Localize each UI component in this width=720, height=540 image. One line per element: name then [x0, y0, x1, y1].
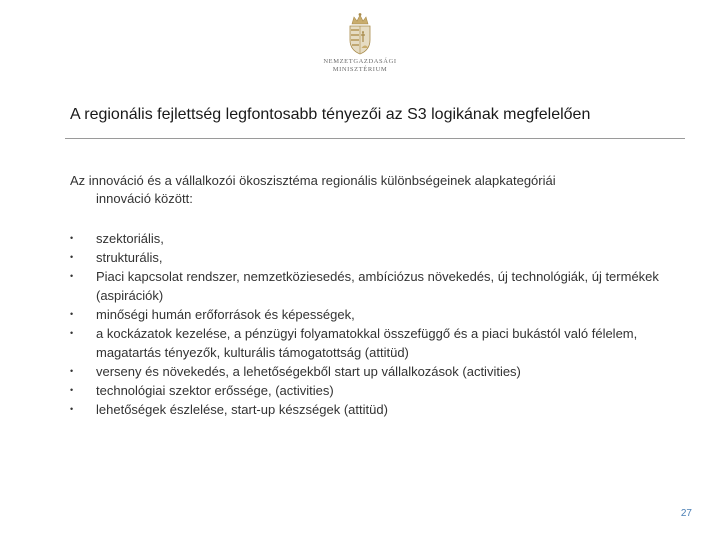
bullet-icon: • [70, 404, 74, 414]
list-item [70, 248, 680, 267]
list-item-text: szektoriális, [96, 231, 164, 246]
bullet-list [70, 229, 680, 419]
list-item [70, 324, 680, 362]
list-item [70, 229, 680, 248]
bullet-icon: • [70, 271, 74, 281]
bullet-icon: • [70, 328, 74, 338]
list-item-text: lehetőségek észlelése, start-up készségek (attitüd) [96, 402, 388, 417]
list-item [70, 305, 680, 324]
intro-line-1: Az innováció és a vállalkozói ökoszisztéma regionális különbségeinek alapkategóriái [70, 173, 556, 188]
slide-title: A regionális fejlettség legfontosabb tényezői az S3 logikának megfelelően [70, 106, 591, 123]
list-item-text: strukturális, [96, 250, 163, 265]
list-item [70, 362, 680, 381]
list-item-text: minőségi humán erőforrások és képességek, [96, 307, 355, 322]
intro-line-2: innováció között: [96, 191, 193, 206]
logo-text-line1: NEMZETGAZDASÁGI [323, 58, 397, 65]
bullet-icon: • [70, 385, 74, 395]
bullet-icon: • [70, 233, 74, 243]
list-item [70, 400, 680, 419]
title-divider [65, 138, 685, 139]
ministry-logo [318, 12, 402, 82]
logo-text-line2: MINISZTÉRIUM [332, 66, 388, 73]
bullet-icon: • [70, 309, 74, 319]
bullet-icon: • [70, 252, 74, 262]
list-item [70, 381, 680, 400]
list-item-text: technológiai szektor erőssége, (activities) [96, 383, 334, 398]
page-number: 27 [680, 508, 692, 519]
list-item-text: verseny és növekedés, a lehetőségekből start up vállalkozások (activities) [96, 364, 521, 379]
bullet-icon: • [70, 366, 74, 376]
list-item [70, 267, 680, 305]
list-item-text: a kockázatok kezelése, a pénzügyi folyamatokkal összefüggő és a piaci bukástól való félelem, magatartás tényezők, kulturális támogatottság (attitüd) [96, 326, 638, 360]
coat-of-arms-icon [345, 12, 375, 56]
list-item-text: Piaci kapcsolat rendszer, nemzetköziesedés, ambíciózus növekedés, új technológiák, új termékek (aspirációk) [96, 269, 659, 303]
intro-paragraph [70, 172, 670, 208]
